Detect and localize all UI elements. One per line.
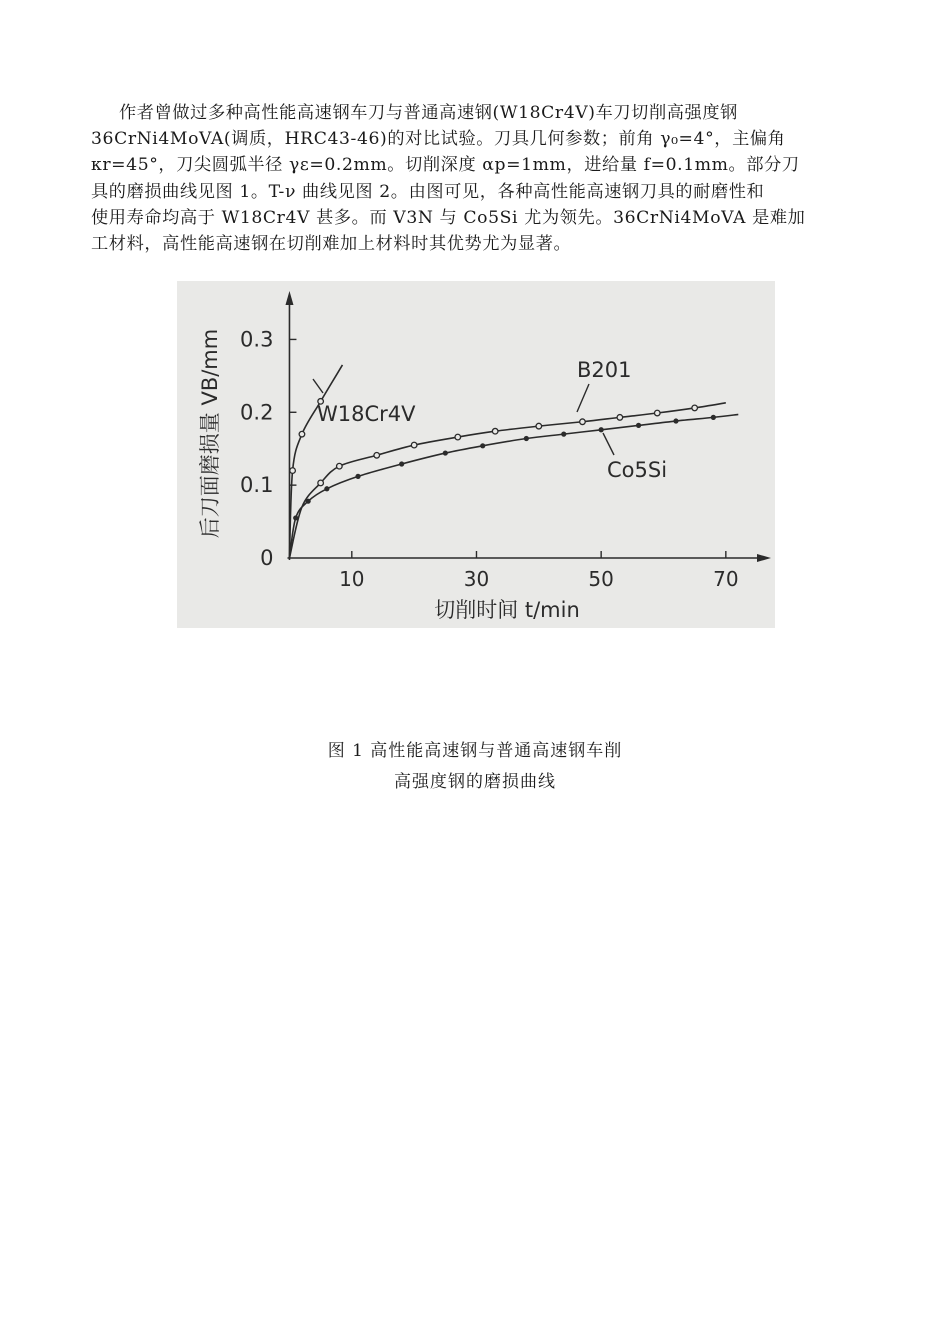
data-point-B201 — [411, 442, 417, 448]
x-tick-label: 70 — [713, 567, 739, 591]
data-point-B201 — [654, 410, 660, 416]
y-tick-label: 0.3 — [240, 327, 274, 352]
data-point-Co5Si — [324, 486, 329, 491]
data-point-Co5Si — [673, 418, 678, 423]
data-point-B201 — [337, 463, 343, 469]
data-point-Co5Si — [524, 436, 529, 441]
x-tick-label: 50 — [588, 567, 614, 591]
data-point-Co5Si — [399, 461, 404, 466]
x-axis-label: 切削时间 t/min — [434, 598, 580, 622]
y-axis-arrow — [285, 291, 293, 305]
data-point-B201 — [617, 415, 623, 421]
figure-caption-line2: 高强度钢的磨损曲线 — [394, 772, 556, 792]
data-point-W18Cr4V — [290, 468, 296, 474]
data-point-B201 — [580, 419, 586, 425]
data-point-W18Cr4V — [299, 431, 305, 437]
y-tick-label: 0.2 — [240, 400, 274, 425]
data-point-Co5Si — [293, 515, 298, 520]
data-point-B201 — [536, 423, 542, 429]
data-point-Co5Si — [306, 499, 311, 504]
data-point-B201 — [492, 428, 498, 434]
data-point-Co5Si — [355, 474, 360, 479]
figure-caption-line1: 图 1 高性能高速钢与普通高速钢车削 — [327, 741, 623, 761]
paragraph-line: 具的磨损曲线见图 1。T-ν 曲线见图 2。由图可见，各种高性能高速钢刀具的耐磨性和 — [91, 181, 765, 202]
series-line-W18Cr4V — [289, 365, 342, 558]
y-tick-label: 0.1 — [240, 473, 274, 498]
wear-curve-figure — [177, 281, 775, 628]
x-tick-label: 10 — [339, 567, 365, 591]
data-point-B201 — [455, 434, 461, 440]
label-leader-B201 — [577, 384, 589, 412]
data-point-B201 — [318, 480, 324, 486]
paragraph-line: 工材料，高性能高速钢在切削难加上材料时其优势尤为显著。 — [91, 234, 572, 255]
data-point-Co5Si — [561, 432, 566, 437]
data-point-Co5Si — [443, 450, 448, 455]
series-label-B201: B201 — [577, 358, 632, 382]
label-leader-Co5Si — [603, 433, 614, 455]
x-axis-arrow — [757, 554, 771, 562]
label-leader-W18Cr4V — [313, 379, 323, 393]
paragraph-line: 36CrNi4MoVA(调质，HRC43-46)的对比试验。刀具几何参数；前角 γ₀=4°，主偏角 — [91, 129, 786, 150]
data-point-Co5Si — [711, 415, 716, 420]
data-point-Co5Si — [599, 427, 604, 432]
y-tick-label: 0 — [260, 546, 274, 570]
data-point-B201 — [692, 405, 698, 411]
y-axis-label: 后刀面磨损量 VB/mm — [198, 328, 222, 539]
body-paragraph — [91, 100, 861, 257]
data-point-Co5Si — [636, 423, 641, 428]
x-tick-label: 30 — [463, 567, 490, 591]
chart-text — [198, 327, 739, 622]
chart-curves — [289, 365, 738, 558]
wear-curve-chart — [177, 281, 775, 628]
data-point-Co5Si — [480, 443, 485, 448]
paragraph-line: 使用寿命均高于 W18Cr4V 甚多。而 V3N 与 Co5Si 尤为领先。36CrNi4MoVA 是难加 — [91, 207, 806, 228]
paragraph-line: κr=45°，刀尖圆弧半径 γε=0.2mm。切削深度 αp=1mm，进给量 f=0.1mm。部分刀 — [91, 155, 800, 176]
data-point-B201 — [374, 452, 380, 458]
series-label-W18Cr4V: W18Cr4V — [317, 402, 416, 426]
series-label-Co5Si: Co5Si — [607, 458, 668, 482]
series-line-Co5Si — [289, 414, 738, 558]
paragraph-line: 作者曾做过多种高性能高速钢车刀与普通高速钢(W18Cr4V)车刀切削高强度钢 — [119, 103, 738, 123]
